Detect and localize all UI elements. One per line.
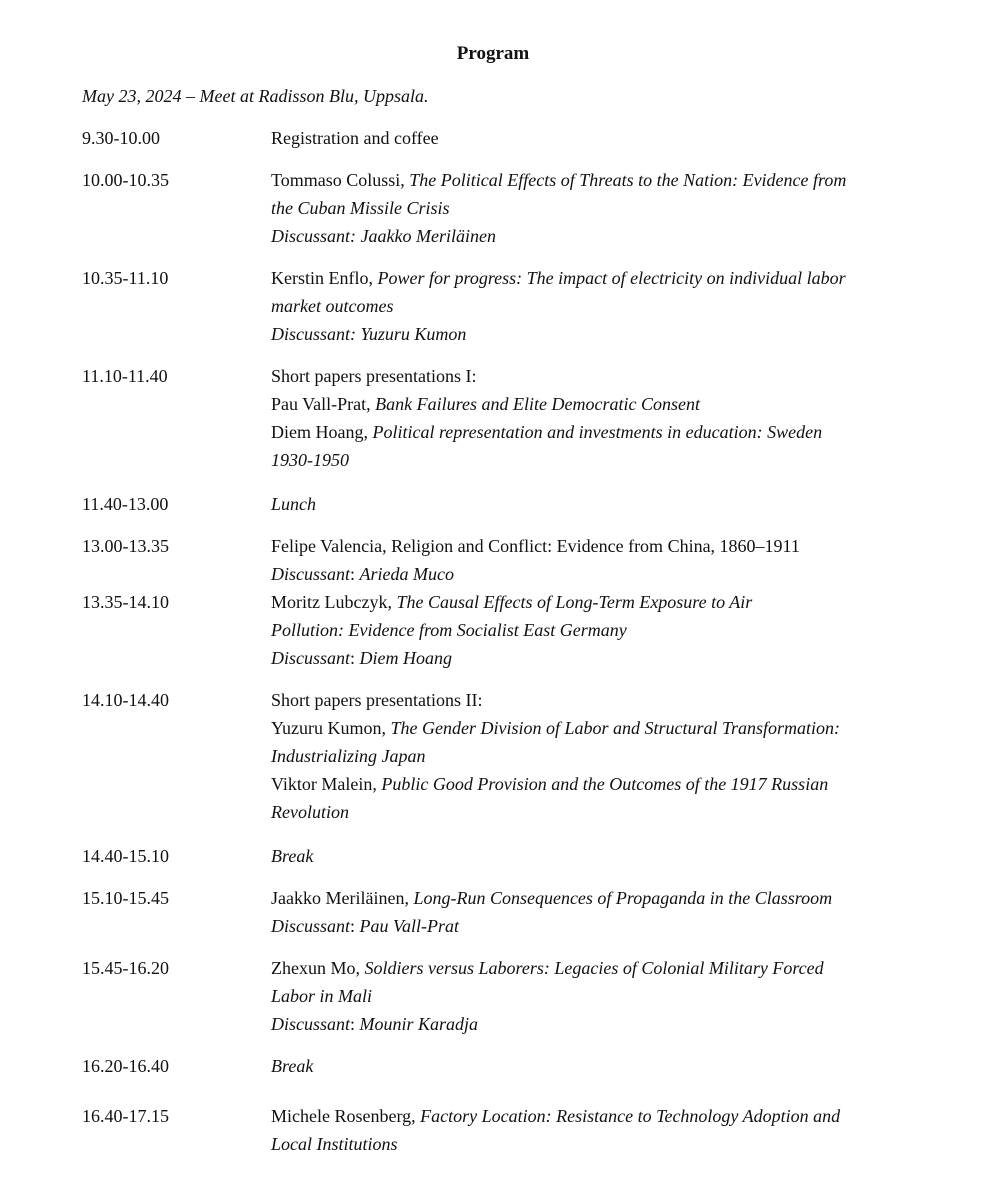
italic-text: the Cuban Missile Crisis	[271, 198, 450, 218]
page-title: Program	[456, 43, 530, 64]
plain-text: :	[350, 1014, 360, 1034]
plain-text: Registration and coffee	[271, 128, 439, 148]
session-time: 10.35-11.10	[82, 268, 169, 288]
plain-text: Tommaso Colussi,	[271, 170, 410, 190]
session-content	[271, 490, 931, 518]
session-line	[271, 292, 931, 320]
session-line	[271, 954, 931, 982]
session-line	[271, 644, 931, 672]
session-content	[271, 532, 931, 588]
session-time: 13.00-13.35	[82, 536, 169, 556]
italic-text: Discussant	[271, 1014, 351, 1034]
italic-text: Power for progress: The impact of electricity on individual labor	[377, 268, 846, 288]
italic-text: Long-Run Consequences of Propaganda in the Classroom	[413, 888, 833, 908]
italic-text: Political representation and investments in education: Sweden	[372, 422, 823, 442]
session-line	[271, 390, 931, 418]
italic-text: Mounir Karadja	[359, 1014, 479, 1034]
plain-text: :	[350, 916, 360, 936]
plain-text: Short papers presentations I:	[271, 366, 477, 386]
session-line	[271, 884, 931, 912]
session-line	[271, 362, 931, 390]
plain-text: :	[350, 648, 360, 668]
italic-text: Lunch	[271, 494, 316, 514]
session-line	[271, 1102, 931, 1130]
italic-text: 1930-1950	[271, 450, 349, 470]
session-line	[271, 194, 931, 222]
plain-text: Short papers presentations II:	[271, 690, 483, 710]
italic-text: Pau Vall-Prat	[359, 916, 460, 936]
session-time: 9.30-10.00	[82, 128, 160, 148]
session-time: 14.10-14.40	[82, 690, 169, 710]
session-line	[271, 446, 931, 474]
session-line	[271, 616, 931, 644]
session-line	[271, 560, 931, 588]
session-time: 15.45-16.20	[82, 958, 169, 978]
plain-text: Pau Vall-Prat,	[271, 394, 376, 414]
session-line	[271, 166, 931, 194]
session-line	[271, 532, 931, 560]
plain-text: :	[350, 564, 360, 584]
italic-text: The Gender Division of Labor and Structural Transformation:	[390, 718, 841, 738]
italic-text: Soldiers versus Laborers: Legacies of Colonial Military Forced	[364, 958, 824, 978]
italic-text: Arieda Muco	[359, 564, 455, 584]
session-line	[271, 418, 931, 446]
session-time: 10.00-10.35	[82, 170, 169, 190]
plain-text: Felipe Valencia, Religion and Conflict: Evidence from China, 1860–1911	[271, 536, 800, 556]
session-content	[271, 362, 931, 474]
session-line	[271, 222, 931, 250]
session-content	[271, 884, 931, 940]
italic-text: The Political Effects of Threats to the Nation: Evidence from	[409, 170, 847, 190]
italic-text: Labor in Mali	[271, 986, 373, 1006]
plain-text: Diem Hoang,	[271, 422, 373, 442]
session-time: 11.10-11.40	[82, 366, 168, 386]
italic-text: Discussant	[271, 564, 351, 584]
session-line	[271, 588, 931, 616]
italic-text: market outcomes	[271, 296, 394, 316]
italic-text: Public Good Provision and the Outcomes of the 1917 Russian	[381, 774, 829, 794]
session-content	[271, 1052, 931, 1080]
session-content	[271, 588, 931, 672]
session-line	[271, 842, 931, 870]
italic-text: The Causal Effects of Long-Term Exposure to Air	[396, 592, 753, 612]
plain-text: Moritz Lubczyk,	[271, 592, 397, 612]
italic-text: Discussant: Yuzuru Kumon	[271, 324, 467, 344]
session-line	[271, 770, 931, 798]
session-line	[271, 714, 931, 742]
session-content	[271, 686, 931, 826]
plain-text: Viktor Malein,	[271, 774, 382, 794]
session-time: 11.40-13.00	[82, 494, 169, 514]
session-line	[271, 1130, 931, 1158]
session-line	[271, 124, 931, 152]
session-content	[271, 124, 931, 152]
italic-text: Bank Failures and Elite Democratic Consent	[375, 394, 700, 414]
date-location-line: May 23, 2024 – Meet at Radisson Blu, Uppsala.	[82, 86, 429, 106]
session-line	[271, 1052, 931, 1080]
session-line	[271, 1010, 931, 1038]
italic-text: Factory Location: Resistance to Technology Adoption and	[420, 1106, 841, 1126]
session-line	[271, 490, 931, 518]
plain-text: Michele Rosenberg,	[271, 1106, 421, 1126]
plain-text: Jaakko Meriläinen,	[271, 888, 414, 908]
session-line	[271, 264, 931, 292]
italic-text: Diem Hoang	[359, 648, 453, 668]
plain-text: Yuzuru Kumon,	[271, 718, 391, 738]
session-content	[271, 1102, 931, 1158]
session-line	[271, 798, 931, 826]
plain-text: Kerstin Enflo,	[271, 268, 378, 288]
italic-text: Local Institutions	[271, 1134, 398, 1154]
session-line	[271, 982, 931, 1010]
italic-text: Break	[271, 846, 314, 866]
session-content	[271, 166, 931, 250]
session-content	[271, 264, 931, 348]
italic-text: Revolution	[271, 802, 349, 822]
session-time: 16.20-16.40	[82, 1056, 169, 1076]
italic-text: Industrializing Japan	[271, 746, 426, 766]
session-content	[271, 954, 931, 1038]
session-time: 13.35-14.10	[82, 592, 169, 612]
session-line	[271, 686, 931, 714]
italic-text: Discussant: Jaakko Meriläinen	[271, 226, 496, 246]
italic-text: Discussant	[271, 648, 351, 668]
session-time: 14.40-15.10	[82, 846, 169, 866]
italic-text: Pollution: Evidence from Socialist East Germany	[271, 620, 627, 640]
italic-text: Discussant	[271, 916, 351, 936]
italic-text: Break	[271, 1056, 314, 1076]
session-content	[271, 842, 931, 870]
session-line	[271, 912, 931, 940]
session-line	[271, 742, 931, 770]
session-line	[271, 320, 931, 348]
plain-text: Zhexun Mo,	[271, 958, 365, 978]
session-time: 15.10-15.45	[82, 888, 169, 908]
session-time: 16.40-17.15	[82, 1106, 169, 1126]
